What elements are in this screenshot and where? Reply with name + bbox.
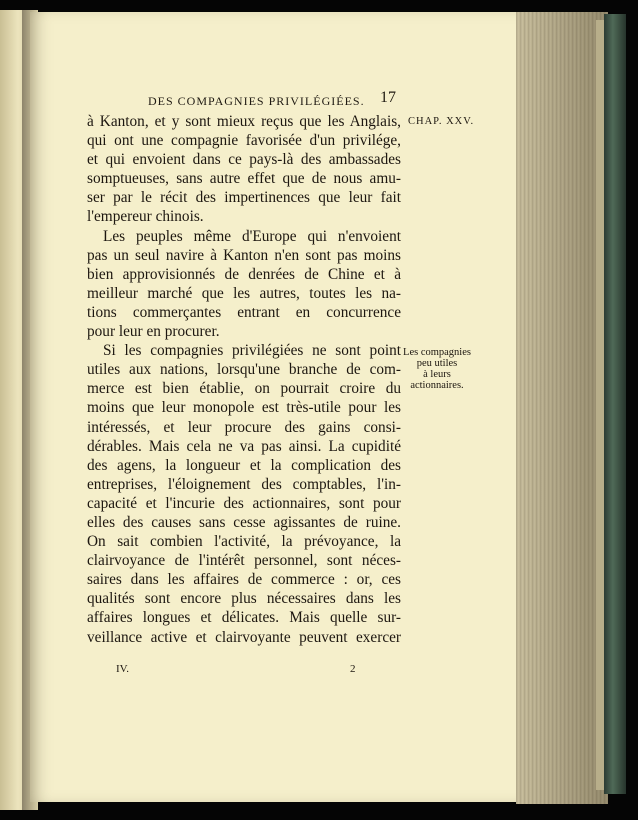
signature-mark: IV. xyxy=(116,663,129,675)
page-number: 17 xyxy=(380,89,396,106)
text-line: qui ont une compagnie favorisée d'un privilége, xyxy=(87,132,401,150)
page-edges xyxy=(516,12,608,804)
text-line: entreprises, l'éloignement des comptables, l'in- xyxy=(87,475,401,493)
text-line: clairvoyance de l'intérêt personnel, sont néces- xyxy=(87,552,401,570)
text-line: capacité et l'incurie des actionnaires, sont pour xyxy=(87,494,401,512)
chapter-marker: CHAP. XXV. xyxy=(408,116,475,127)
text-line: qualités sont encore plus nécessaires dans les xyxy=(87,590,401,608)
text-line: Si les compagnies privilégiées ne sont point xyxy=(103,342,401,360)
text-line: Les peuples même d'Europe qui n'envoient xyxy=(103,227,401,245)
text-line: meilleur marché que les autres, toutes les na- xyxy=(87,284,401,302)
margin-note-line: Les compagnies xyxy=(403,347,471,358)
running-title: DES COMPAGNIES PRIVILÉGIÉES. xyxy=(148,94,365,108)
margin-note xyxy=(403,347,471,391)
book-cover xyxy=(604,14,626,794)
text-line: veillance active et clairvoyante peuvent exercer xyxy=(87,628,401,646)
text-line: l'empereur chinois. xyxy=(87,208,204,226)
margin-note-line: à leurs xyxy=(423,369,451,380)
text-line: tions commerçantes entrant en concurrence xyxy=(87,303,401,321)
text-line: ser par le récit des impertinences que leur fait xyxy=(87,189,401,207)
text-line: pas un seul navire à Kanton n'en sont pas moins xyxy=(87,246,401,264)
text-line: dérables. Mais cela ne va pas ainsi. La cupidité xyxy=(87,437,401,455)
text-line: utiles aux nations, lorsqu'une branche de com- xyxy=(87,361,401,379)
signature-number: 2 xyxy=(350,663,356,675)
text-line: elles des causes sans cesse agissantes de ruine. xyxy=(87,513,401,531)
margin-note-line: actionnaires. xyxy=(410,380,464,391)
text-line: des agens, la longueur et la complication des xyxy=(87,456,401,474)
text-line: On sait combien l'activité, la prévoyance, la xyxy=(87,533,401,551)
text-line: moins que leur monopole est très-utile pour les xyxy=(87,399,401,417)
body-text xyxy=(87,112,401,647)
running-header xyxy=(108,91,408,111)
text-line: saires dans les affaires de commerce : or, ces xyxy=(87,571,401,589)
text-line: et qui envoient dans ce pays-là des ambassades xyxy=(87,151,401,169)
text-line: merce est bien établie, on pourrait croire du xyxy=(87,380,401,398)
text-line: somptueuses, sans autre effet que de nous amu- xyxy=(87,170,401,188)
text-line: affaires longues et délicates. Mais quelle sur- xyxy=(87,609,401,627)
text-line: pour leur en procurer. xyxy=(87,323,220,341)
text-line: intéressés, et leur procure des gains consi- xyxy=(87,418,401,436)
margin-note-line: peu utiles xyxy=(416,358,458,369)
text-line: bien approvisionnés de denrées de Chine et à xyxy=(87,265,401,283)
text-line: à Kanton, et y sont mieux reçus que les Anglais, xyxy=(87,113,401,130)
